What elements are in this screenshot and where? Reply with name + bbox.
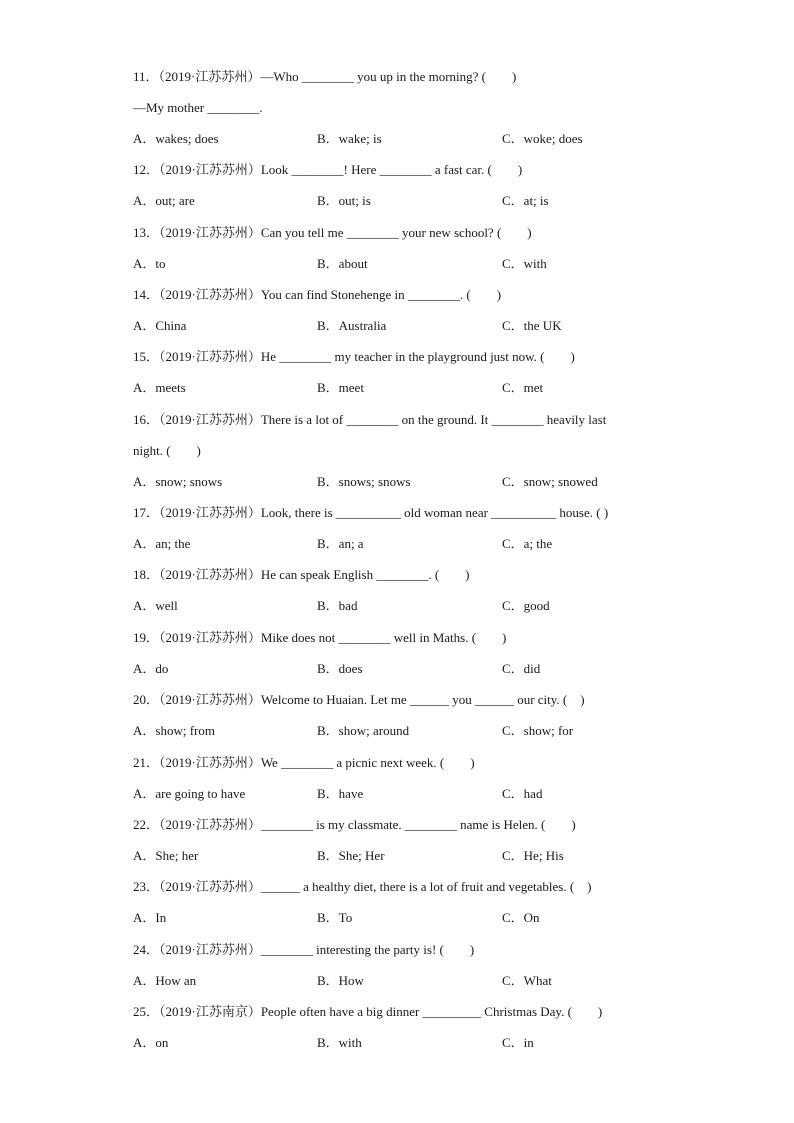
question-23-stem: 23．（2019·江苏苏州）______ a healthy diet, there is a lot of fruit and vegetables. ( ) — [133, 879, 592, 894]
option-b[interactable]: B．show; around — [317, 723, 410, 738]
option-b[interactable]: B．meet — [317, 380, 364, 395]
option-c[interactable]: C．good — [502, 598, 550, 613]
option-c[interactable]: C．On — [502, 910, 540, 925]
option-c[interactable]: C．with — [502, 256, 547, 271]
option-b[interactable]: B．with — [317, 1035, 362, 1050]
option-a[interactable]: A．are going to have — [133, 786, 246, 801]
option-b[interactable]: B．out; is — [317, 193, 371, 208]
option-c[interactable]: C．a; the — [502, 536, 553, 551]
option-b[interactable]: B．To — [317, 910, 353, 925]
option-c[interactable]: C．met — [502, 380, 544, 395]
option-b[interactable]: B．snows; snows — [317, 474, 411, 489]
option-a[interactable]: A．to — [133, 256, 166, 271]
option-b[interactable]: B．How — [317, 973, 364, 988]
question-20-stem: 20．（2019·江苏苏州）Welcome to Huaian. Let me ______ you ______ our city. ( ) — [133, 692, 585, 707]
option-a[interactable]: A．do — [133, 661, 169, 676]
option-a[interactable]: A．She; her — [133, 848, 199, 863]
option-b[interactable]: B．have — [317, 786, 364, 801]
option-a[interactable]: A．on — [133, 1035, 169, 1050]
option-c[interactable]: C．at; is — [502, 193, 549, 208]
question-13-stem: 13．（2019·江苏苏州）Can you tell me ________ your new school? ( ) — [133, 225, 532, 240]
question-14-stem: 14．（2019·江苏苏州）You can find Stonehenge in ________. ( ) — [133, 287, 502, 302]
question-24-stem: 24．（2019·江苏苏州）________ interesting the party is! ( ) — [133, 942, 475, 957]
option-a[interactable]: A．In — [133, 910, 167, 925]
option-b[interactable]: B．bad — [317, 598, 358, 613]
option-a[interactable]: A．How an — [133, 973, 197, 988]
question-19-stem: 19．（2019·江苏苏州）Mike does not ________ well in Maths. ( ) — [133, 630, 507, 645]
option-a[interactable]: A．snow; snows — [133, 474, 223, 489]
option-a[interactable]: A．China — [133, 318, 187, 333]
option-a[interactable]: A．wakes; does — [133, 131, 219, 146]
option-c[interactable]: C．snow; snowed — [502, 474, 598, 489]
question-11-stem: 11．（2019·江苏苏州）—Who ________ you up in the morning? ( ) — [133, 69, 517, 84]
option-a[interactable]: A．an; the — [133, 536, 191, 551]
option-c[interactable]: C．in — [502, 1035, 534, 1050]
question-25-stem: 25．（2019·江苏南京）People often have a big dinner _________ Christmas Day. ( ) — [133, 1004, 603, 1019]
question-21-stem: 21．（2019·江苏苏州）We ________ a picnic next week. ( ) — [133, 755, 475, 770]
question-11-stem-continued: —My mother ________. — [133, 100, 263, 115]
question-16-stem-continued: night. ( ) — [133, 443, 201, 458]
question-17-stem: 17．（2019·江苏苏州）Look, there is __________ old woman near __________ house. ( ) — [133, 505, 609, 520]
option-a[interactable]: A．well — [133, 598, 178, 613]
option-c[interactable]: C．had — [502, 786, 543, 801]
option-c[interactable]: C．woke; does — [502, 131, 583, 146]
question-22-stem: 22．（2019·江苏苏州）________ is my classmate. ________ name is Helen. ( ) — [133, 817, 576, 832]
option-c[interactable]: C．What — [502, 973, 552, 988]
option-a[interactable]: A．meets — [133, 380, 186, 395]
question-18-stem: 18．（2019·江苏苏州）He can speak English ________. ( ) — [133, 567, 470, 582]
option-b[interactable]: B．about — [317, 256, 368, 271]
option-c[interactable]: C．the UK — [502, 318, 562, 333]
question-15-stem: 15．（2019·江苏苏州）He ________ my teacher in the playground just now. ( ) — [133, 349, 575, 364]
question-16-stem: 16．（2019·江苏苏州）There is a lot of ________ on the ground. It ________ heavily last — [133, 412, 607, 427]
option-a[interactable]: A．out; are — [133, 193, 195, 208]
question-12-stem: 12．（2019·江苏苏州）Look ________! Here ________ a fast car. ( ) — [133, 162, 523, 177]
option-c[interactable]: C．show; for — [502, 723, 574, 738]
option-b[interactable]: B．does — [317, 661, 363, 676]
option-b[interactable]: B．an; a — [317, 536, 364, 551]
option-a[interactable]: A．show; from — [133, 723, 215, 738]
option-c[interactable]: C．He; His — [502, 848, 564, 863]
option-b[interactable]: B．wake; is — [317, 131, 382, 146]
option-b[interactable]: B．Australia — [317, 318, 387, 333]
option-b[interactable]: B．She; Her — [317, 848, 385, 863]
option-c[interactable]: C．did — [502, 661, 541, 676]
